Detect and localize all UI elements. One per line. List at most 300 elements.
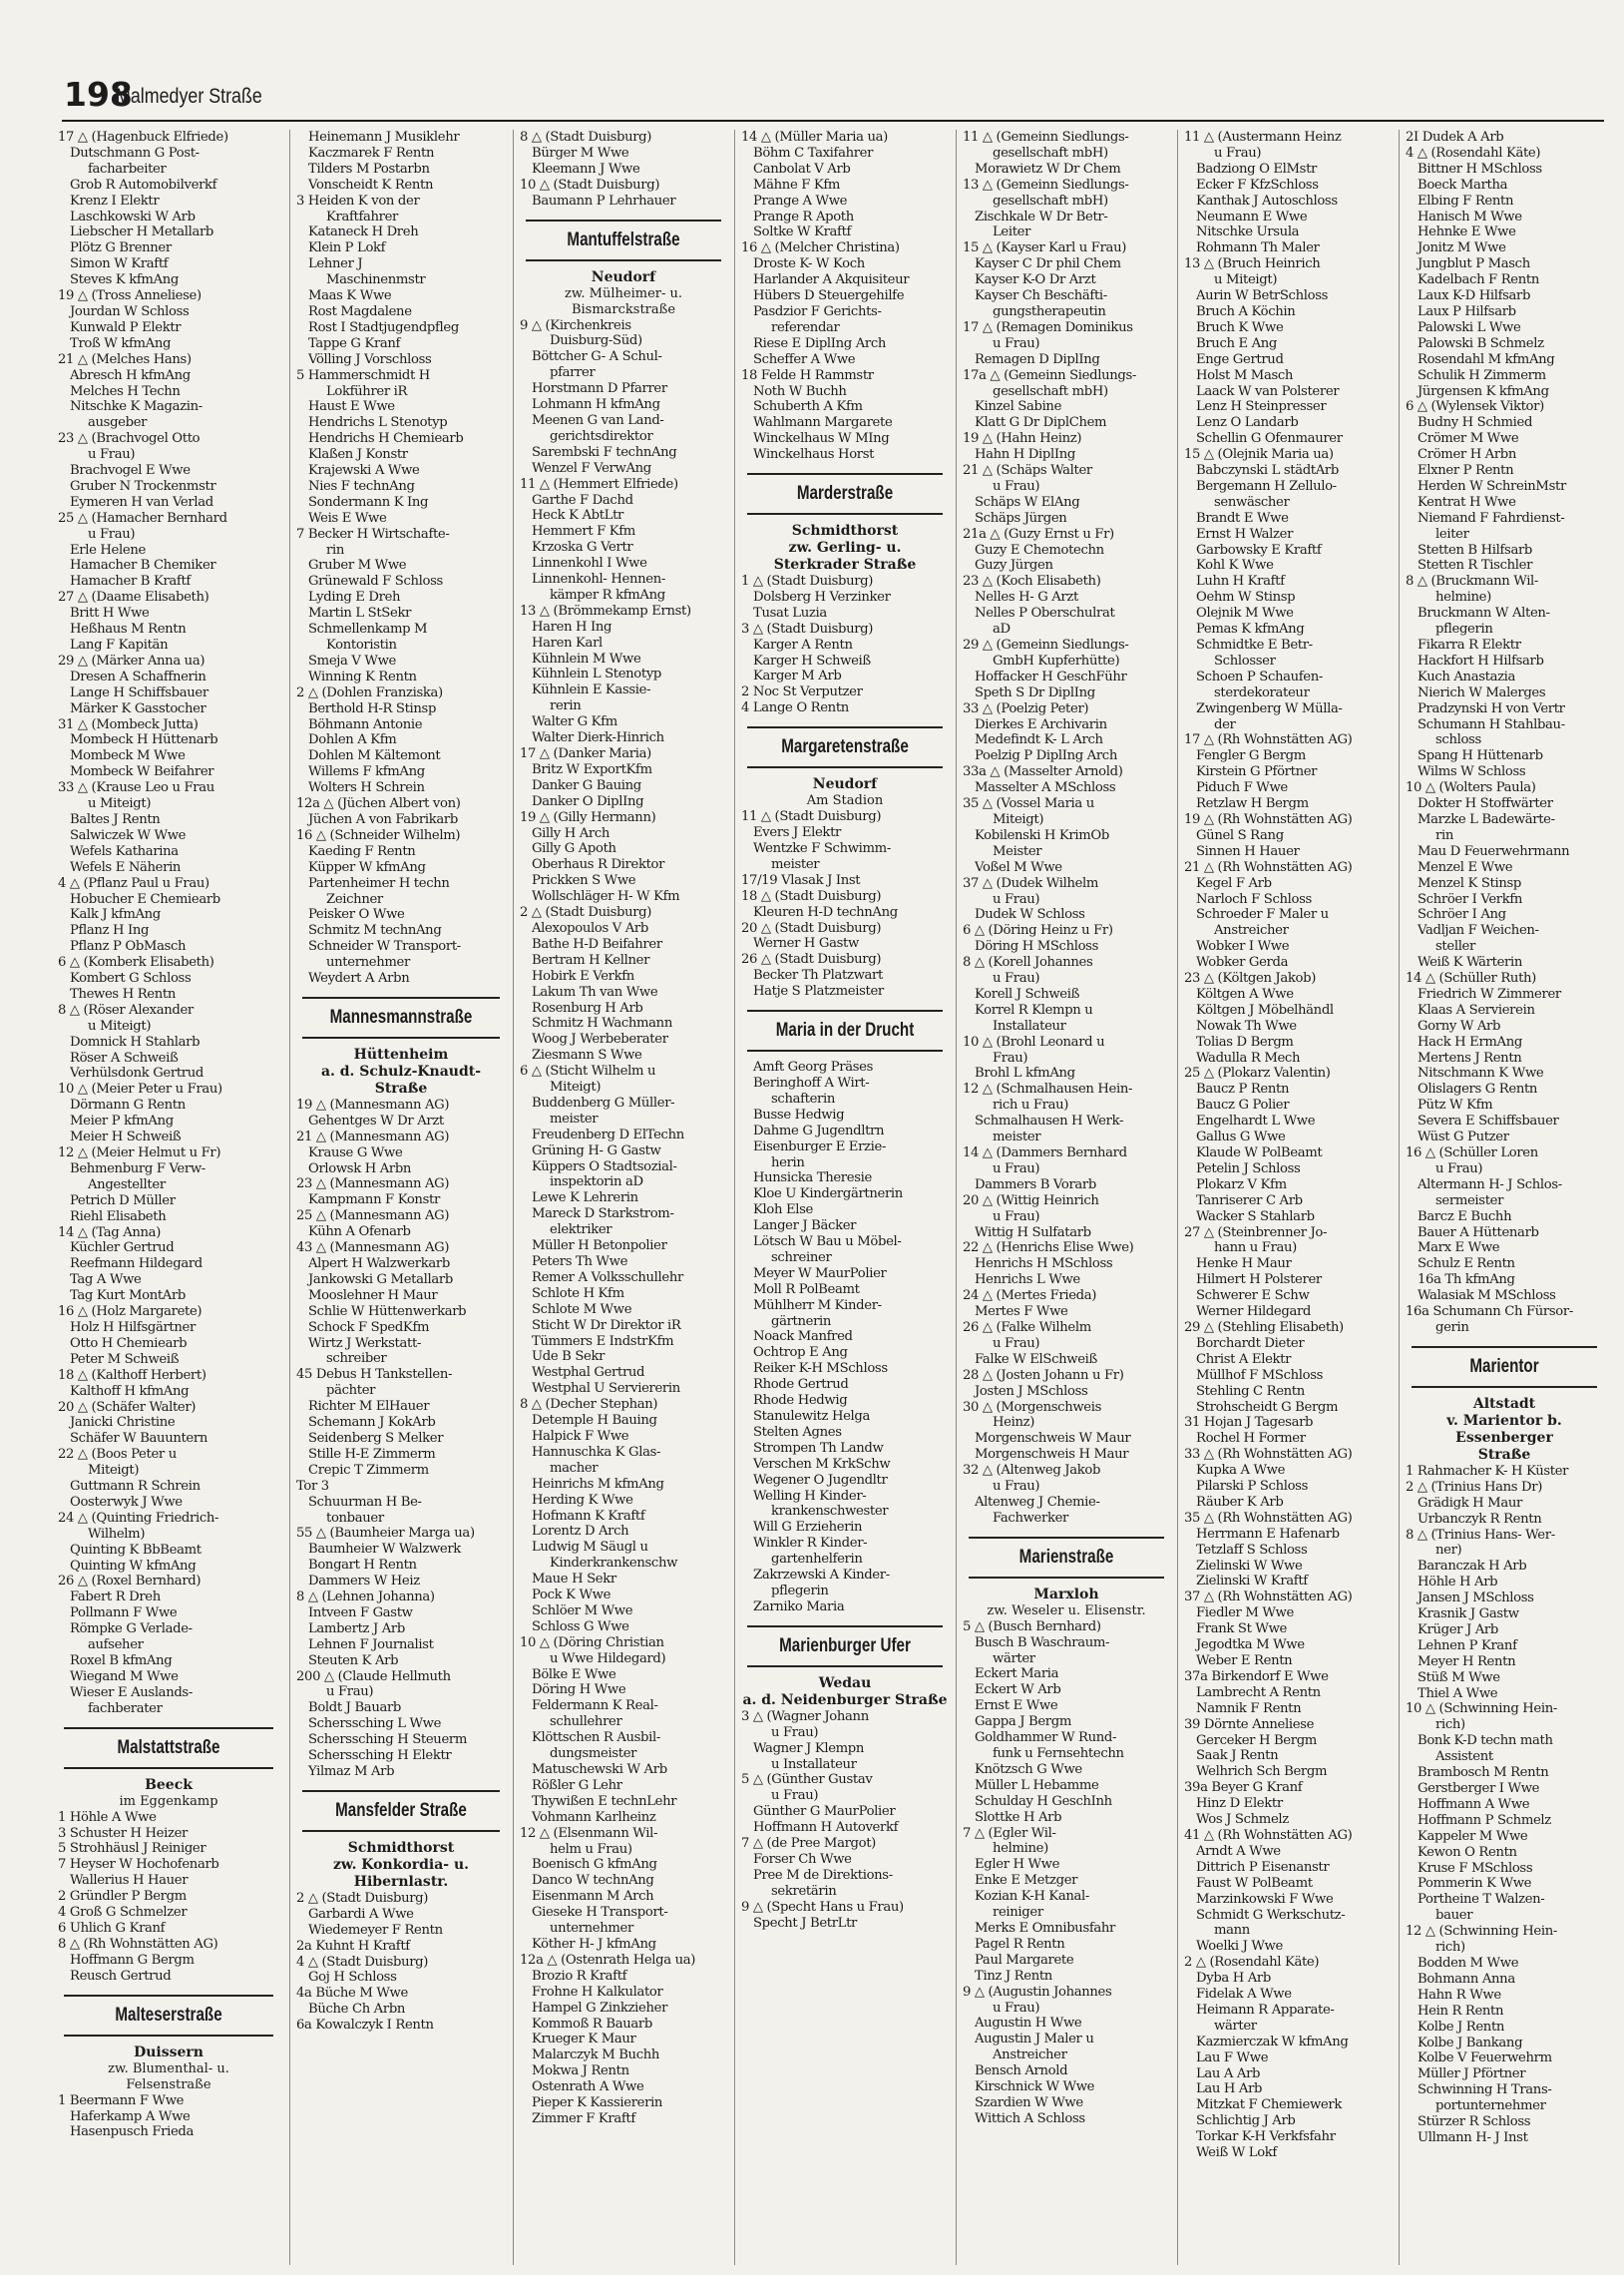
directory-entry: Kataneck H Dreh xyxy=(308,225,419,240)
directory-entry: Küpper W kfmAng xyxy=(308,859,426,875)
directory-entry: 2 △ (Rosendahl Käte) xyxy=(1184,1955,1320,1971)
directory-entry: Szardien W Wwe xyxy=(975,2094,1083,2110)
directory-entry: Kühnlein M Wwe xyxy=(532,651,641,667)
directory-entry: Friedrich W Zimmerer xyxy=(1418,986,1561,1002)
directory-entry: Enge Gertrud xyxy=(1196,351,1284,367)
directory-entry: Lewe K Lehrerin xyxy=(532,1190,638,1206)
directory-entry: Klein P Lokf xyxy=(308,240,386,256)
directory-entry: Peters Th Wwe xyxy=(532,1254,628,1269)
directory-entry: 2a Kuhnt H Kraftf xyxy=(296,1938,410,1954)
directory-entry: Lange H Schiffsbauer xyxy=(70,684,208,700)
directory-entry: 32 △ (Altenweg Jakob xyxy=(963,1463,1101,1479)
district-label: zw. Konkordia- u. xyxy=(332,1856,470,1873)
directory-entry: Horstmann D Pfarrer xyxy=(532,381,667,397)
directory-entry: Krause G Wwe xyxy=(308,1144,403,1160)
directory-entry: Neumann E Wwe xyxy=(1196,209,1308,225)
directory-entry: 17 △ (Remagen Dominikus xyxy=(963,319,1133,335)
directory-entry: Brachvogel E Wwe xyxy=(70,463,191,479)
directory-entry: 37 △ (Dudek Wilhelm xyxy=(963,875,1099,891)
directory-entry: Wüst G Putzer xyxy=(1418,1130,1509,1145)
directory-entry: Kolbe V Feuerwehrm xyxy=(1418,2050,1552,2066)
directory-entry: Bergemann H Zellulo- xyxy=(1196,478,1337,494)
directory-entry: Wacker S Stahlarb xyxy=(1196,1208,1315,1224)
district-label: Beeck xyxy=(145,1776,193,1793)
directory-entry: Harlander A Akquisiteur xyxy=(753,272,910,288)
directory-entry: u Frau) xyxy=(1214,145,1262,161)
directory-entry: Linnenkohl- Hennen- xyxy=(532,572,665,588)
directory-entry: 13 △ (Brömmekamp Ernst) xyxy=(520,603,691,619)
directory-entry: Knötzsch G Wwe xyxy=(975,1761,1082,1777)
directory-entry: Riese E DiplIng Arch xyxy=(753,335,887,351)
directory-entry: 33 △ (Krause Leo u Frau xyxy=(58,780,214,796)
directory-entry: 8 △ (Decher Stephan) xyxy=(520,1397,658,1413)
directory-entry: Brambosch M Rentn xyxy=(1418,1765,1549,1781)
directory-entry: Bruch E Ang xyxy=(1196,335,1277,351)
directory-entry: Quinting W kfmAng xyxy=(70,1558,197,1574)
directory-entry: Meister xyxy=(993,843,1042,859)
directory-entry: 23 △ (Brachvogel Otto xyxy=(58,431,201,447)
directory-entry: 21 △ (Mannesmann AG) xyxy=(296,1129,450,1144)
directory-entry: Miteigt) xyxy=(550,1080,602,1096)
directory-entry: Angestellter xyxy=(88,1176,166,1192)
directory-entry: Yilmaz M Arb xyxy=(308,1764,395,1779)
directory-entry: helmine) xyxy=(993,1841,1048,1857)
directory-entry: pflegerin xyxy=(1435,622,1493,638)
directory-entry: 6 △ (Döring Heinz u Fr) xyxy=(963,923,1113,939)
directory-entry: Henrichs L Wwe xyxy=(975,1272,1080,1288)
directory-entry: Babczynski L städtArb xyxy=(1196,463,1339,479)
directory-entry: 37 △ (Rh Wohnstätten AG) xyxy=(1184,1590,1353,1605)
directory-entry: GmbH Kupferhütte) xyxy=(993,653,1120,669)
directory-entry: 3 △ (Stadt Duisburg) xyxy=(741,621,874,637)
district-label: Duissern xyxy=(134,2044,203,2060)
directory-entry: Malarczyk M Buchh xyxy=(532,2048,660,2063)
directory-entry: Pilarski P Schloss xyxy=(1196,1479,1309,1495)
directory-entry: Martin L StSekr xyxy=(308,606,412,622)
directory-entry: Weiß K Wärterin xyxy=(1418,955,1522,971)
heading-rule xyxy=(1412,1386,1597,1388)
directory-entry: Petelin J Schloss xyxy=(1196,1160,1301,1176)
directory-entry: kämper R kfmAng xyxy=(550,587,665,603)
directory-entry: Berthold H-R Stinsp xyxy=(308,700,437,716)
directory-entry: Amft Georg Präses xyxy=(753,1060,874,1076)
street-heading xyxy=(296,997,506,1039)
directory-entry: Werner Hildegard xyxy=(1196,1304,1312,1320)
heading-rule xyxy=(747,1665,943,1667)
directory-entry: Böhm C Taxifahrer xyxy=(753,145,874,161)
directory-entry: Krüger J Arb xyxy=(1418,1621,1498,1637)
street-name: Malstattstraße xyxy=(117,1736,220,1758)
directory-entry: referendar xyxy=(771,319,840,335)
directory-entry: schullehrer xyxy=(550,1714,622,1730)
directory-entry: Mooslehner H Maur xyxy=(308,1287,438,1303)
directory-entry: Krzoska G Vertr xyxy=(532,540,633,556)
directory-entry: Dohlen M Kältemont xyxy=(308,748,441,764)
directory-entry: Frau) xyxy=(993,1050,1028,1066)
directory-entry: Brozio R Kraftf xyxy=(532,1968,627,1984)
directory-entry: Krajewski A Wwe xyxy=(308,463,420,479)
street-name: Marienstraße xyxy=(1018,1546,1114,1568)
directory-entry: 11 △ (Austermann Heinz xyxy=(1184,130,1342,145)
directory-entry: Bertram H Kellner xyxy=(532,952,650,968)
directory-entry: Jürgensen K kfmAng xyxy=(1418,383,1549,399)
directory-entry: Schäps Jürgen xyxy=(975,510,1067,526)
directory-entry: Sinnen H Hauer xyxy=(1196,843,1300,859)
directory-entry: 31 Hojan J Tagesarb xyxy=(1184,1415,1314,1431)
directory-entry: Dutschmann G Post- xyxy=(70,145,200,161)
directory-entry: steller xyxy=(1435,939,1475,955)
directory-entry: Wilhelm) xyxy=(88,1526,146,1542)
directory-entry: Gilly G Apoth xyxy=(532,841,616,857)
district-label: Schmidthorst xyxy=(791,523,899,540)
directory-entry: Guttmann R Schrein xyxy=(70,1479,201,1495)
directory-entry: 26 △ (Stadt Duisburg) xyxy=(741,952,882,968)
directory-entry: Schoen P Schaufen- xyxy=(1196,669,1324,684)
directory-entry: Retzlaw H Bergm xyxy=(1196,796,1309,812)
directory-entry: 29 △ (Märker Anna ua) xyxy=(58,653,205,669)
directory-entry: gärtnerin xyxy=(771,1313,832,1329)
directory-entry: Langer J Bäcker xyxy=(753,1218,857,1234)
directory-entry: Strohscheidt G Bergm xyxy=(1196,1399,1339,1415)
directory-entry: Wieser E Auslands- xyxy=(70,1684,193,1700)
directory-entry: Tümmers E IndstrKfm xyxy=(532,1333,674,1349)
directory-entry: 12 △ (Elsenmann Wil- xyxy=(520,1825,658,1841)
directory-entry: Troß W kfmAng xyxy=(70,335,172,351)
street-heading xyxy=(741,1010,949,1052)
directory-entry: Detemple H Bauing xyxy=(532,1413,657,1429)
directory-entry: Smeja V Wwe xyxy=(308,653,396,669)
directory-entry: Schloss G Wwe xyxy=(532,1618,629,1634)
directory-entry: Olislagers G Rentn xyxy=(1418,1082,1538,1098)
directory-entry: Alpert H Walzwerkarb xyxy=(308,1256,450,1271)
directory-entry: 16a Th kfmAng xyxy=(1418,1272,1515,1288)
directory-entry: Tolias D Bergm xyxy=(1196,1034,1294,1050)
directory-entry: 25 △ (Mannesmann AG) xyxy=(296,1208,450,1224)
directory-entry: Garthe F Dachd xyxy=(532,492,633,508)
directory-entry: rerin xyxy=(550,698,582,714)
directory-entry: Hampel G Zinkzieher xyxy=(532,2000,668,2016)
directory-entry: Kalk J kfmAng xyxy=(70,907,161,923)
directory-entry: Remer A Volksschullehr xyxy=(532,1269,683,1285)
directory-entry: Walter Dierk-Hinrich xyxy=(532,730,664,746)
directory-entry: Haferkamp A Wwe xyxy=(70,2108,191,2124)
directory-entry: Reiker K-H MSchloss xyxy=(753,1361,888,1377)
directory-entry: Schroeder F Maler u xyxy=(1196,907,1329,923)
directory-entry: Kühn A Ofenarb xyxy=(308,1224,411,1240)
directory-entry: Kupka A Wwe xyxy=(1196,1463,1286,1479)
directory-entry: Hunsicka Theresie xyxy=(753,1170,872,1186)
directory-entry: Schock F SpedKfm xyxy=(308,1319,430,1335)
directory-entry: Mitzkat F Chemiewerk xyxy=(1196,2097,1342,2113)
directory-entry: Laack W van Polsterer xyxy=(1196,383,1340,399)
directory-entry: Maue H Sekr xyxy=(532,1572,616,1588)
directory-entry: Canbolat V Arb xyxy=(753,161,851,177)
directory-entry: Janicki Christine xyxy=(70,1415,176,1431)
directory-entry: Saak J Rentn xyxy=(1196,1748,1279,1764)
column-1 xyxy=(58,130,283,2265)
directory-entry: u Frau) xyxy=(993,971,1040,987)
directory-entry: u Miteigt) xyxy=(1214,272,1278,288)
directory-entry: Stüß M Wwe xyxy=(1418,1669,1500,1685)
directory-entry: Bölke E Wwe xyxy=(532,1666,616,1682)
heading-rule xyxy=(64,2035,273,2037)
directory-entry: Bathe H-D Beifahrer xyxy=(532,936,662,952)
directory-entry: Palowski B Schmelz xyxy=(1418,335,1544,351)
directory-entry: Kayser K-O Dr Arzt xyxy=(975,272,1096,288)
directory-entry: Verhülsdonk Gertrud xyxy=(70,1066,203,1082)
column-2 xyxy=(289,130,510,2265)
directory-entry: Zischkale W Dr Betr- xyxy=(975,209,1108,225)
directory-entry: Schulday H GeschInh xyxy=(975,1793,1112,1809)
directory-entry: Lehner J xyxy=(308,256,363,272)
street-heading xyxy=(520,220,727,261)
directory-entry: 43 △ (Mannesmann AG) xyxy=(296,1240,450,1256)
directory-entry: 19 △ (Tross Anneliese) xyxy=(58,288,202,304)
directory-entry: Vadljan F Weichen- xyxy=(1418,923,1539,939)
directory-entry: gartenhelferin xyxy=(771,1552,863,1568)
directory-entry: 21 △ (Melches Hans) xyxy=(58,351,192,367)
directory-entry: macher xyxy=(550,1460,599,1476)
directory-entry: 14 △ (Müller Maria ua) xyxy=(741,130,888,145)
directory-entry: Luhn H Kraftf xyxy=(1196,574,1285,590)
directory-entry: Remagen D DiplIng xyxy=(975,351,1100,367)
street-name: Mantuffelstraße xyxy=(567,228,680,250)
directory-entry: 16 △ (Holz Margarete) xyxy=(58,1304,203,1320)
directory-entry: Kayser Ch Beschäfti- xyxy=(975,288,1107,304)
directory-entry: Bürger M Wwe xyxy=(532,145,629,161)
directory-entry: 17a △ (Gemeinn Siedlungs- xyxy=(963,367,1136,383)
directory-entry: Evers J Elektr xyxy=(753,825,841,841)
district-label: Neudorf xyxy=(591,268,656,285)
directory-entry: Kuch Anastazia xyxy=(1418,669,1516,684)
directory-entry: Goj H Schloss xyxy=(308,1970,397,1986)
directory-entry: Kohl K Wwe xyxy=(1196,558,1274,574)
directory-entry: Plokarz V Kfm xyxy=(1196,1176,1287,1192)
directory-entry: Installateur xyxy=(993,1018,1066,1034)
directory-entry: Ostenrath A Wwe xyxy=(532,2079,644,2095)
street-range-note: Am Stadion xyxy=(806,793,884,809)
directory-entry: Olejnik M Wwe xyxy=(1196,606,1294,622)
directory-entry: Schlote H Kfm xyxy=(532,1285,624,1301)
directory-entry: 5 Hammerschmidt H xyxy=(296,367,430,383)
directory-entry: Kraftfahrer xyxy=(326,209,398,225)
directory-entry: Dokter H Stoffwärter xyxy=(1418,796,1553,812)
directory-entry: Noack Manfred xyxy=(753,1329,853,1345)
directory-entry: Kaeding F Rentn xyxy=(308,843,416,859)
directory-entry: Kinzel Sabine xyxy=(975,399,1062,415)
directory-entry: Grob R Automobilverkf xyxy=(70,177,217,193)
directory-entry: Menzel E Wwe xyxy=(1418,859,1513,875)
directory-entry: meister xyxy=(993,1130,1041,1145)
directory-entry: schafterin xyxy=(771,1091,836,1107)
directory-entry: Welhrich Sch Bergm xyxy=(1196,1764,1328,1780)
directory-entry: unternehmer xyxy=(550,1921,633,1937)
directory-entry: Barcz E Buchh xyxy=(1418,1208,1512,1224)
district-label: Marxloh xyxy=(1033,1586,1099,1602)
directory-entry: Ludwig M Säugl u xyxy=(532,1540,648,1556)
directory-entry: 12a △ (Ostenrath Helga ua) xyxy=(520,1952,696,1968)
directory-entry: Peisker O Wwe xyxy=(308,907,405,923)
directory-entry: Prickken S Wwe xyxy=(532,873,636,889)
directory-entry: u Frau) xyxy=(993,1160,1040,1176)
directory-entry: Mertens J Rentn xyxy=(1418,1050,1522,1066)
directory-entry: helmine) xyxy=(1435,590,1491,606)
directory-entry: Garbardi A Wwe xyxy=(308,1906,414,1922)
directory-entry: Rost Magdalene xyxy=(308,303,412,319)
directory-entry: 8 △ (Stadt Duisburg) xyxy=(520,130,652,145)
directory-entry: Will G Erzieherin xyxy=(753,1520,863,1536)
directory-entry: Hoffacker H GeschFühr xyxy=(975,669,1127,684)
directory-entry: Hamacher B Chemiker xyxy=(70,558,216,574)
directory-entry: 10 △ (Meier Peter u Frau) xyxy=(58,1082,222,1098)
directory-entry: Kommoß R Bauarb xyxy=(532,2016,652,2032)
directory-entry: Kleemann J Wwe xyxy=(532,161,640,177)
directory-entry: der xyxy=(1214,716,1236,732)
directory-entry: Karger H Schweiß xyxy=(753,653,871,669)
directory-entry: Stetten R Tischler xyxy=(1418,558,1533,574)
directory-entry: 28 △ (Josten Johann u Fr) xyxy=(963,1367,1124,1383)
directory-entry: Schneider W Transport- xyxy=(308,939,461,955)
directory-entry: Schlöer M Wwe xyxy=(532,1602,633,1618)
directory-entry: Pasdzior F Gerichts- xyxy=(753,303,882,319)
directory-entry: Rochel H Former xyxy=(1196,1431,1306,1447)
directory-entry: Boldt J Bauarb xyxy=(308,1700,402,1716)
directory-entry: 12 △ (Meier Helmut u Fr) xyxy=(58,1145,221,1160)
directory-entry: Thywißen E technLehr xyxy=(532,1793,677,1809)
directory-entry: Lenz H Steinpresser xyxy=(1196,399,1327,415)
directory-entry: Karger A Rentn xyxy=(753,637,853,653)
district-label: zw. Gerling- u. xyxy=(788,540,902,557)
directory-entry: Gieseke H Transport- xyxy=(532,1905,668,1921)
directory-entry: 6 Uhlich G Kranf xyxy=(58,1920,166,1936)
directory-entry: Lehnen P Kranf xyxy=(1418,1637,1517,1653)
directory-entry: Voßel M Wwe xyxy=(975,859,1062,875)
directory-entry: 14 △ (Tag Anna) xyxy=(58,1224,161,1240)
directory-entry: Wobker Gerda xyxy=(1196,955,1289,971)
directory-entry: 39 Dörnte Anneliese xyxy=(1184,1716,1315,1732)
directory-entry: Wiegand M Wwe xyxy=(70,1668,179,1684)
directory-entry: u Wwe Hildegard) xyxy=(550,1650,666,1666)
directory-entry: Budny H Schmied xyxy=(1418,415,1533,431)
directory-entry: Hobucher E Chemiearb xyxy=(70,891,220,907)
directory-entry: 8 △ (Trinius Hans- Wer- xyxy=(1406,1527,1555,1543)
directory-entry: u Frau) xyxy=(88,526,136,542)
directory-entry: Korell J Schweiß xyxy=(975,986,1080,1002)
directory-entry: 30 △ (Morgenschweis xyxy=(963,1399,1102,1415)
directory-entry: Guzy Jürgen xyxy=(975,558,1053,574)
directory-entry: Meier P kfmAng xyxy=(70,1114,174,1130)
directory-entry: wärter xyxy=(1214,2018,1257,2034)
directory-entry: Crepic T Zimmerm xyxy=(308,1462,429,1478)
directory-entry: Hinz D Elektr xyxy=(1196,1796,1283,1812)
directory-entry: Wirtz J Werkstatt- xyxy=(308,1335,422,1351)
directory-entry: 12 △ (Schwinning Hein- xyxy=(1406,1924,1557,1940)
directory-entry: Költgen J Möbelhändl xyxy=(1196,1002,1334,1018)
directory-entry: 4 Groß G Schmelzer xyxy=(58,1905,188,1921)
directory-entry: Bonk K-D techn math xyxy=(1418,1733,1553,1749)
directory-entry: Schmidt G Werkschutz- xyxy=(1196,1907,1346,1923)
directory-entry: Palowski L Wwe xyxy=(1418,319,1521,335)
directory-entry: 2 △ (Stadt Duisburg) xyxy=(296,1890,429,1906)
directory-entry: facharbeiter xyxy=(88,161,167,177)
directory-entry: Lyding E Dreh xyxy=(308,590,401,606)
directory-entry: gerichtsdirektor xyxy=(550,428,653,444)
directory-entry: u Frau) xyxy=(771,1724,819,1740)
directory-entry: Hendrichs L Stenotyp xyxy=(308,415,448,431)
directory-entry: Orlowsk H Arbn xyxy=(308,1160,412,1176)
directory-entry: Gilly H Arch xyxy=(532,825,610,841)
directory-entry: Wittig H Sulfatarb xyxy=(975,1224,1091,1240)
directory-entry: Marzinkowski F Wwe xyxy=(1196,1891,1334,1907)
directory-entry: Duisburg-Süd) xyxy=(550,333,642,349)
directory-entry: Goldhammer W Rund- xyxy=(975,1730,1117,1746)
directory-entry: Lambrecht A Rentn xyxy=(1196,1684,1321,1700)
directory-entry: 23 △ (Koch Elisabeth) xyxy=(963,574,1101,590)
street-range-note: im Eggenkamp xyxy=(119,1793,218,1809)
directory-entry: 10 △ (Wolters Paula) xyxy=(1406,780,1536,796)
directory-entry: 6 △ (Wylensek Viktor) xyxy=(1406,399,1544,415)
directory-entry: Lorentz D Arch xyxy=(532,1524,629,1540)
directory-entry: Dörmann G Rentn xyxy=(70,1098,186,1114)
directory-entry: Schemann J KokArb xyxy=(308,1415,436,1431)
directory-entry: 3 △ (Wagner Johann xyxy=(741,1708,869,1724)
directory-entry: Schmidtke E Betr- xyxy=(1196,638,1313,653)
directory-entry: Weydert A Arbn xyxy=(308,971,410,987)
directory-entry: 35 △ (Vossel Maria u xyxy=(963,796,1094,812)
directory-entry: 21a △ (Guzy Ernst u Fr) xyxy=(963,526,1114,542)
directory-entry: Frohne H Kalkulator xyxy=(532,1984,663,2000)
directory-entry: Dudek W Schloss xyxy=(975,907,1085,923)
directory-entry: 21 △ (Schäps Walter xyxy=(963,463,1092,479)
directory-entry: u Frau) xyxy=(993,1335,1040,1351)
directory-entry: Zimmer F Kraftf xyxy=(532,2110,635,2126)
street-name: Marienburger Ufer xyxy=(779,1634,911,1656)
directory-entry: rich) xyxy=(1435,1717,1465,1733)
directory-entry: Döring H MSchloss xyxy=(975,939,1099,955)
directory-entry: Schmitz M technAng xyxy=(308,923,442,939)
directory-entry: Pemas K kfmAng xyxy=(1196,622,1305,638)
directory-entry: schreiber xyxy=(326,1351,387,1367)
directory-entry: 26 △ (Falke Wilhelm xyxy=(963,1319,1091,1335)
street-range-note: Bismarckstraße xyxy=(571,301,676,317)
heading-rule xyxy=(747,513,943,515)
directory-entry: 21 △ (Rh Wohnstätten AG) xyxy=(1184,859,1353,875)
directory-entry: pächter xyxy=(326,1383,376,1399)
directory-entry: Klöttschen R Ausbil- xyxy=(532,1730,660,1746)
directory-entry: Grünewald F Schloss xyxy=(308,574,443,590)
directory-entry: Schlote M Wwe xyxy=(532,1301,632,1317)
directory-entry: Bohmann Anna xyxy=(1418,1971,1515,1987)
directory-entry: Masselter A MSchloss xyxy=(975,780,1116,796)
directory-entry: Sticht W Dr Direktor iR xyxy=(532,1317,681,1333)
street-range-note: zw. Mülheimer- u. xyxy=(564,285,683,301)
directory-entry: Jungblut P Masch xyxy=(1418,256,1530,272)
directory-entry: Schwerer E Schw xyxy=(1196,1288,1310,1304)
directory-entry: 55 △ (Baumheier Marga ua) xyxy=(296,1526,475,1542)
directory-entry: 8 △ (Lehnen Johanna) xyxy=(296,1590,435,1605)
directory-entry: Kozian K-H Kanal- xyxy=(975,1889,1089,1905)
street-heading xyxy=(741,726,949,768)
directory-entry: Nitschke K Magazin- xyxy=(70,399,203,415)
directory-entry: Haren Karl xyxy=(532,635,603,651)
directory-entry: Hilmert H Polsterer xyxy=(1196,1272,1322,1288)
directory-entry: 23 △ (Mannesmann AG) xyxy=(296,1176,450,1192)
directory-entry: Stehling C Rentn xyxy=(1196,1383,1305,1399)
district-label: Hibernlastr. xyxy=(353,1873,449,1890)
directory-entry: herin xyxy=(771,1154,805,1170)
directory-entry: Müller L Hebamme xyxy=(975,1777,1099,1793)
directory-entry: Niemand F Fahrdienst- xyxy=(1418,510,1565,526)
